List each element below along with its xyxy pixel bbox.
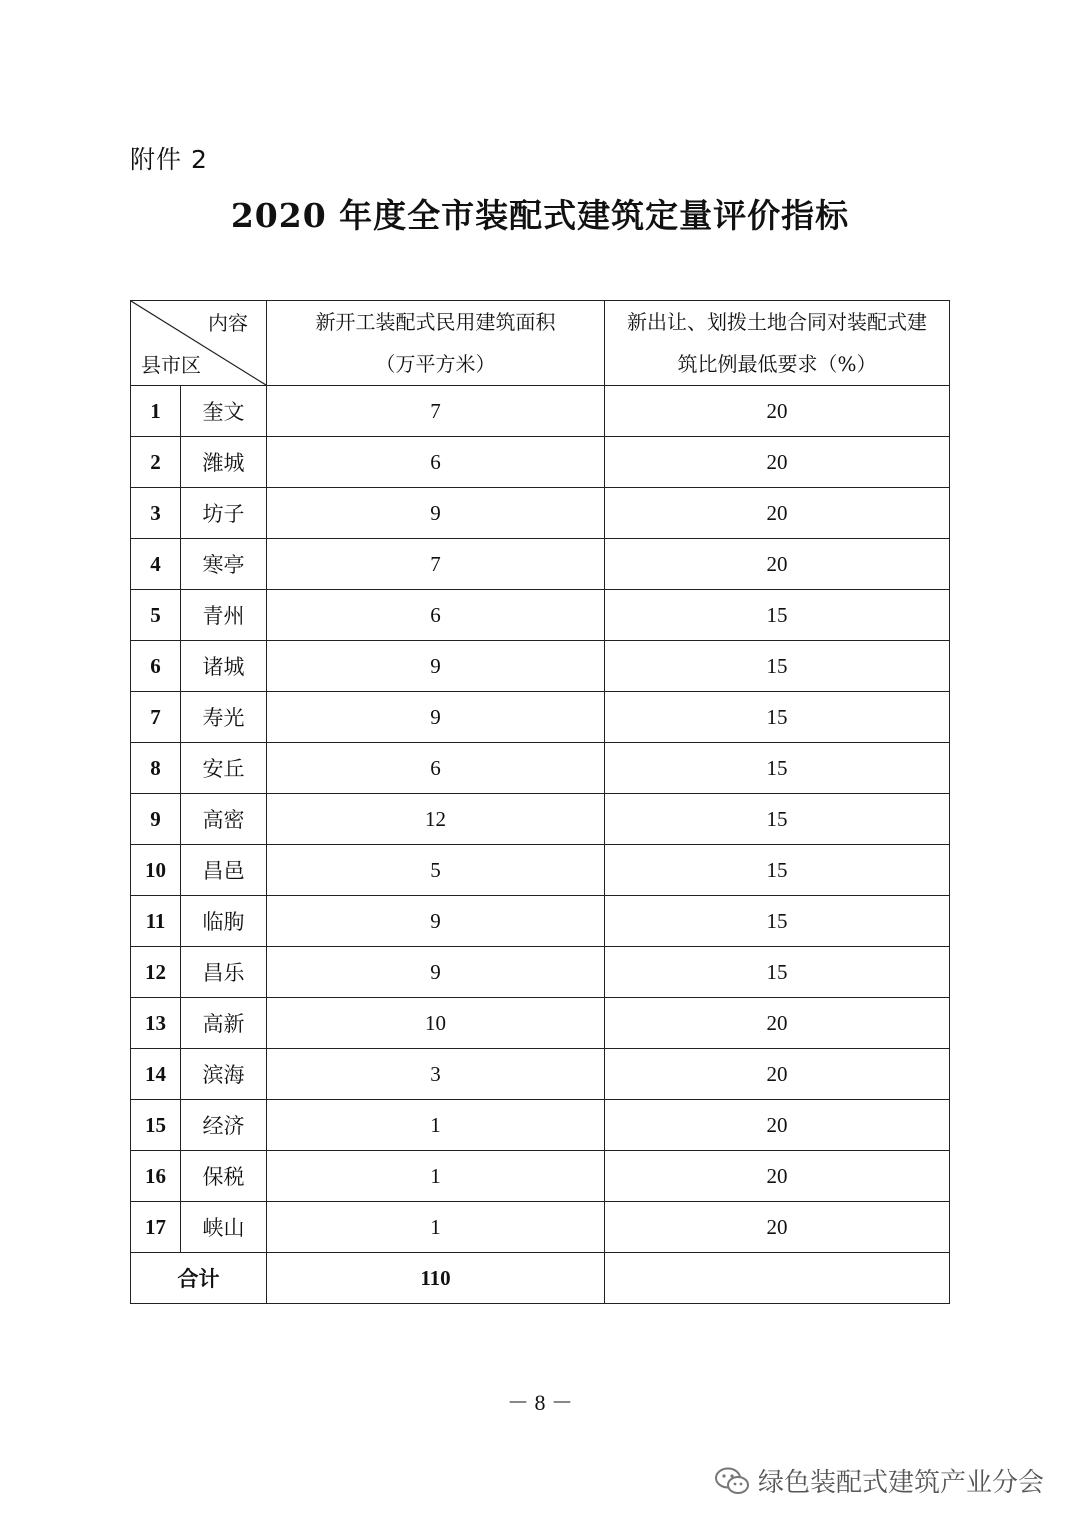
ratio-value: 15 (605, 896, 950, 947)
ratio-value: 15 (605, 743, 950, 794)
table-row (131, 1202, 950, 1253)
table-row (131, 692, 950, 743)
county-name: 高密 (181, 794, 267, 845)
ratio-value: 15 (605, 947, 950, 998)
county-name: 坊子 (181, 488, 267, 539)
total-ratio (605, 1253, 950, 1304)
table-row (131, 1151, 950, 1202)
table-row (131, 947, 950, 998)
area-value: 6 (267, 590, 605, 641)
ratio-value: 20 (605, 437, 950, 488)
table-row (131, 896, 950, 947)
row-number: 13 (131, 998, 181, 1049)
watermark-text: 绿色装配式建筑产业分会 (757, 1468, 1044, 1498)
header-ratio-line1: 新出让、划拨土地合同对装配式建 (627, 310, 927, 334)
ratio-value: 15 (605, 845, 950, 896)
county-name: 滨海 (181, 1049, 267, 1100)
county-name: 经济 (181, 1100, 267, 1151)
area-value: 9 (267, 488, 605, 539)
ratio-value: 20 (605, 1202, 950, 1253)
area-value: 1 (267, 1202, 605, 1253)
row-number: 2 (131, 437, 181, 488)
header-area-line2: （万平方米） (375, 352, 496, 376)
page-title: 2020 年度全市装配式建筑定量评价指标 (230, 196, 850, 235)
ratio-value: 15 (605, 590, 950, 641)
area-value: 9 (267, 692, 605, 743)
row-number: 8 (131, 743, 181, 794)
county-name: 高新 (181, 998, 267, 1049)
county-name: 峡山 (181, 1202, 267, 1253)
area-value: 9 (267, 896, 605, 947)
area-value: 12 (267, 794, 605, 845)
table-row (131, 794, 950, 845)
row-number: 14 (131, 1049, 181, 1100)
area-value: 9 (267, 947, 605, 998)
county-name: 潍城 (181, 437, 267, 488)
table-row (131, 1049, 950, 1100)
table-row (131, 539, 950, 590)
header-area (267, 301, 605, 386)
indicator-table (130, 300, 950, 1304)
table-row (131, 488, 950, 539)
ratio-value: 20 (605, 998, 950, 1049)
row-number: 6 (131, 641, 181, 692)
table-row (131, 743, 950, 794)
area-value: 1 (267, 1100, 605, 1151)
county-name: 寒亭 (181, 539, 267, 590)
row-number: 4 (131, 539, 181, 590)
header-ratio (605, 301, 950, 386)
row-number: 15 (131, 1100, 181, 1151)
ratio-value: 15 (605, 641, 950, 692)
area-value: 6 (267, 743, 605, 794)
header-area-line1: 新开工装配式民用建筑面积 (315, 310, 556, 334)
table-row (131, 641, 950, 692)
total-label: 合计 (131, 1253, 267, 1304)
area-value: 9 (267, 641, 605, 692)
table-row (131, 386, 950, 437)
row-number: 16 (131, 1151, 181, 1202)
ratio-value: 15 (605, 794, 950, 845)
ratio-value: 15 (605, 692, 950, 743)
attachment-label: 附件 2 (130, 145, 208, 174)
area-value: 10 (267, 998, 605, 1049)
row-number: 7 (131, 692, 181, 743)
row-number: 3 (131, 488, 181, 539)
county-name: 昌邑 (181, 845, 267, 896)
total-row (131, 1253, 950, 1304)
ratio-value: 20 (605, 1049, 950, 1100)
row-number: 10 (131, 845, 181, 896)
ratio-value: 20 (605, 386, 950, 437)
county-name: 保税 (181, 1151, 267, 1202)
area-value: 5 (267, 845, 605, 896)
header-county-label: 县市区 (141, 353, 201, 377)
ratio-value: 20 (605, 1151, 950, 1202)
county-name: 青州 (181, 590, 267, 641)
county-name: 临朐 (181, 896, 267, 947)
area-value: 7 (267, 386, 605, 437)
row-number: 11 (131, 896, 181, 947)
table-header-row (131, 301, 950, 386)
ratio-value: 20 (605, 1100, 950, 1151)
total-area: 110 (267, 1253, 605, 1304)
ratio-value: 20 (605, 488, 950, 539)
table-row (131, 590, 950, 641)
county-name: 奎文 (181, 386, 267, 437)
county-name: 安丘 (181, 743, 267, 794)
table-row (131, 437, 950, 488)
table-row (131, 1100, 950, 1151)
watermark (714, 1462, 1044, 1499)
table-row (131, 845, 950, 896)
row-number: 12 (131, 947, 181, 998)
area-value: 3 (267, 1049, 605, 1100)
wechat-icon (714, 1466, 750, 1496)
header-content-label: 内容 (208, 311, 248, 335)
area-value: 1 (267, 1151, 605, 1202)
ratio-value: 20 (605, 539, 950, 590)
row-number: 9 (131, 794, 181, 845)
county-name: 寿光 (181, 692, 267, 743)
header-ratio-line2: 筑比例最低要求（%） (677, 352, 877, 376)
page-number: － 8 － (506, 1390, 573, 1415)
table-row (131, 998, 950, 1049)
row-number: 5 (131, 590, 181, 641)
area-value: 7 (267, 539, 605, 590)
county-name: 诸城 (181, 641, 267, 692)
row-number: 17 (131, 1202, 181, 1253)
county-name: 昌乐 (181, 947, 267, 998)
row-number: 1 (131, 386, 181, 437)
header-diagonal-cell (131, 301, 267, 386)
area-value: 6 (267, 437, 605, 488)
